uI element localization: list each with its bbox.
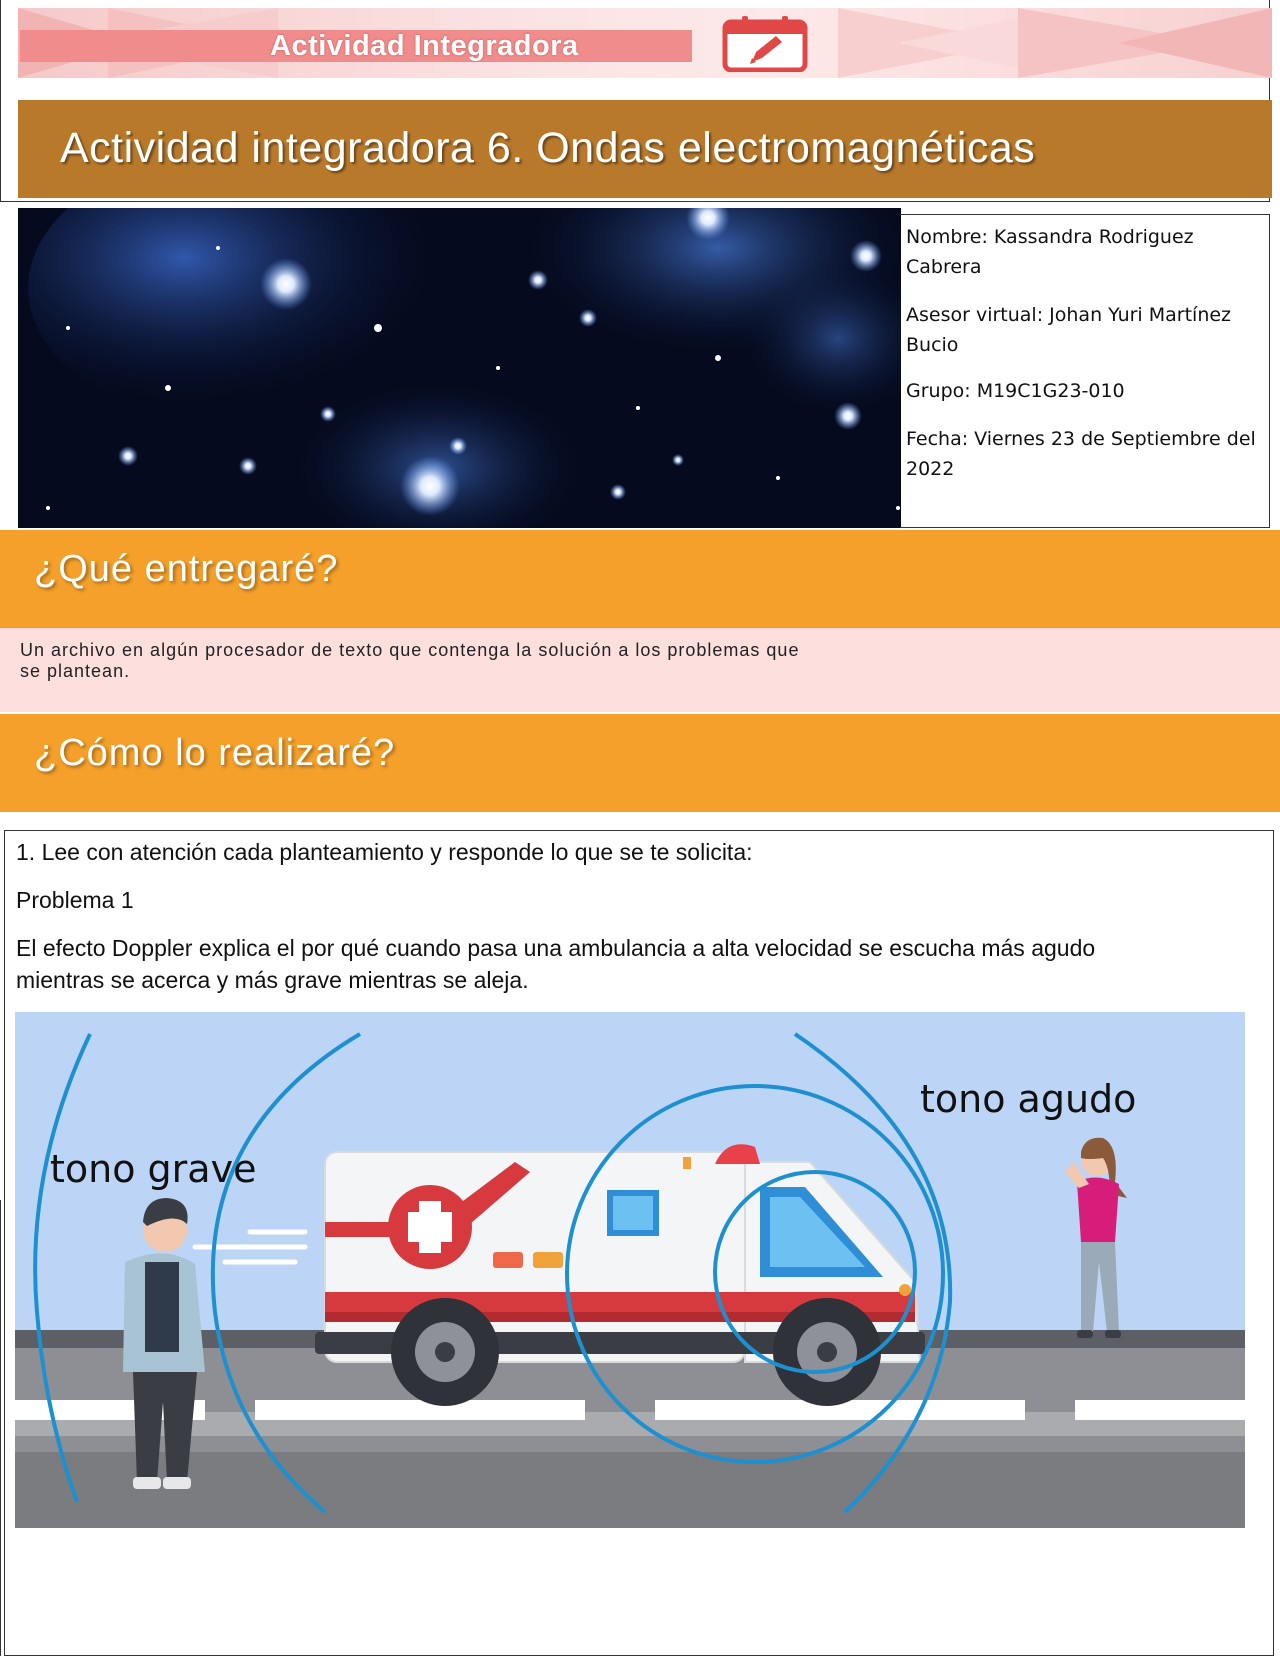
- badge-label: Actividad Integradora: [270, 30, 579, 62]
- doppler-illustration: [15, 1012, 1245, 1528]
- date-line2: 2022: [906, 458, 955, 480]
- rear-wheel: [391, 1298, 499, 1406]
- advisor-line1: Asesor virtual: Johan Yuri Martínez: [906, 304, 1232, 326]
- deliver-heading: ¿Qué entregaré?: [34, 548, 339, 590]
- left-margin-line: [0, 1200, 1, 1656]
- student-name-line1: Nombre: Kassandra Rodriguez: [906, 226, 1194, 248]
- calendar-edit-icon: [722, 16, 808, 72]
- page-title: Actividad integradora 6. Ondas electromagnéticas: [60, 124, 1036, 172]
- how-heading: ¿Cómo lo realizaré?: [34, 732, 396, 774]
- advisor-line2: Bucio: [906, 334, 959, 356]
- group-line: Grupo: M19C1G23-010: [906, 380, 1125, 402]
- low-pitch-label: tono grave: [50, 1147, 257, 1191]
- deliver-description-line1: Un archivo en algún procesador de texto que contenga la solución a los problemas que: [20, 640, 800, 660]
- problem-text-line2: mientras se acerca y más grave mientras se aleja.: [16, 967, 529, 993]
- student-name-line2: Cabrera: [906, 256, 982, 278]
- instruction-text: 1. Lee con atención cada planteamiento y responde lo que se te solicita:: [16, 839, 753, 865]
- star-cluster-image: [18, 208, 901, 528]
- date-line1: Fecha: Viernes 23 de Septiembre del: [906, 428, 1256, 450]
- deliver-description-line2: se plantean.: [20, 661, 131, 681]
- problem-label: Problema 1: [16, 887, 134, 913]
- high-pitch-label: tono agudo: [920, 1077, 1137, 1121]
- front-wheel: [773, 1298, 881, 1406]
- deliver-description: [20, 640, 1030, 682]
- problem-text-line1: El efecto Doppler explica el por qué cuando pasa una ambulancia a alta velocidad se escucha más agudo: [16, 935, 1096, 961]
